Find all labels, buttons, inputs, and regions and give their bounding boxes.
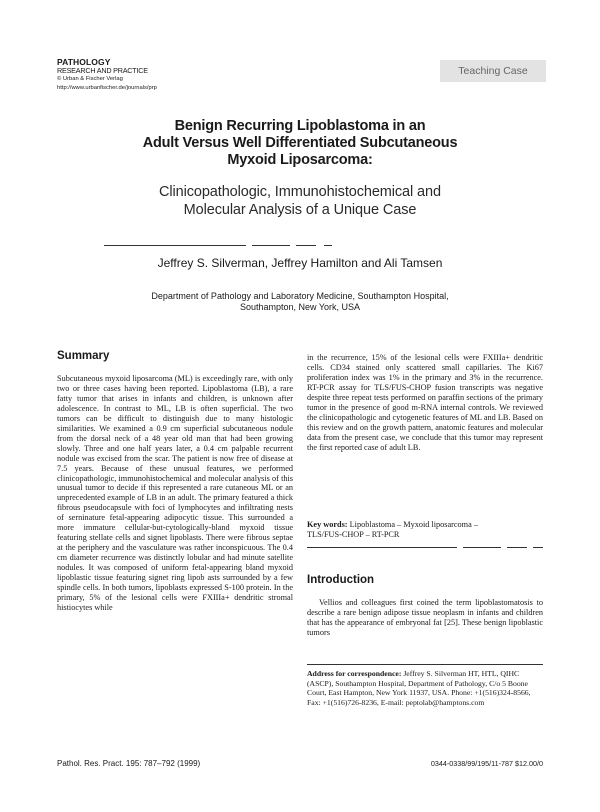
title-line-2: Adult Versus Well Differentiated Subcutaneous [142,135,458,151]
journal-subtitle: RESEARCH AND PRACTICE [57,65,148,75]
introduction-heading: Introduction [307,574,375,586]
introduction-text: Vellios and colleagues first coined the term lipoblastomatosis to describe a rare benign adipose tissue neoplasm in infants and children that has the appearance of embryonal fat [25]. These benign lipoblastic tumors [307,598,543,637]
keywords-line-2: TLS/FUS-CHOP – RT-PCR [307,530,400,539]
title-line-3: Myxoid Liposarcoma: [227,152,373,168]
publisher: © Urban & Fischer Verlag [57,76,123,82]
journal-name: PATHOLOGY [57,57,111,67]
keywords [307,520,543,540]
subtitle-line-1: Clinicopathologic, Immunohistochemical and [159,184,441,200]
article-subtitle [60,183,540,219]
summary-text-left: Subcutaneous myxoid liposarcoma (ML) is exceedingly rare, with only two or three cases having been reported. Lipoblastoma (LB), a rare fatty tumor that arises in infants and children, is unknown after adolescence. In contrast to ML, LB is often superficial. The two tumors can be difficult to distinguish due to many histologic similarities. We examined a 0.9 cm superficial subcutaneous nodule from the dorsal neck of a 48 year old man that had been growing slowly. Three and one half years later, a 0.4 cm palpable recurrent nodule was excised from the scar. The patient is now free of disease at 7.5 years. Because of these unusual features, we performed clinicopathologic, immunohistochemical and molecular analysis of this unusual tumor to decide if this represented a rare cutaneous ML or an unprecedented example of LB in an adult. The primary featured a thick fibrous pseudocapsule with foci of lymphocytes and infiltrating nests of serninature fetal-appearing adipocytic tissue. This surrounded a more immature cellular-but-cytologically-bland myxoid tissue featuring stellate cells and signet lipoblasts. There were fibrous septae at the periphery and the vasculature was rather inconspicuous. The 0.4 cm diameter recurrence was distinctly lobular and had minute satellite nodules. It was composed of uniform fetal-appearing bland myxoid lipoblastic tissue featuring signet ring lipob asts surrounded by a few spindle cells. In both tumors, lipoblasts expressed S-100 protein. In the primary, 5% of the lesional cells were FXIIIa+ dendritic stromal histiocytes while [57,374,293,612]
subtitle-line-2: Molecular Analysis of a Unique Case [183,202,417,218]
keywords-line-1: Lipoblastoma – Myxoid liposarcoma – [349,520,478,529]
affiliation-line-2: Southampton, New York, USA [239,302,361,312]
keywords-label: Key words: [307,520,348,529]
correspondence [307,669,543,707]
summary-heading: Summary [57,350,110,362]
affiliation [60,291,540,313]
keywords-divider [307,547,543,548]
journal-masthead [57,58,257,92]
affiliation-line-1: Department of Pathology and Laboratory Medicine, Southampton Hospital, [151,291,449,301]
correspondence-label: Address for correspondence: [307,669,402,678]
article-type-badge: Teaching Case [440,60,546,82]
title-line-1: Benign Recurring Lipoblastoma in an [174,118,426,134]
article-title [60,118,540,169]
correspondence-text: Jeffrey S. Silverman HT, HTL, QIHC (ASCP), Southampton Hospital, Department of Pathology, C/o 5 Boone Court, East Hampton, New York 11937, USA. Phone: +1(516)324-8566, Fax: +1(516)726-8236, E-mail: peptolab@hamptons.com [307,669,531,707]
summary-text-right: in the recurrence, 15% of the lesional cells were FXIIIa+ dendritic cells. CD34 stained only scattered small capillaries. The Ki67 proliferation index was 1% in the primary and 3% in the recurrence. RT-PCR assay for TLS/FUS-CHOP fusion transcripts was negative despite three repeat tests performed on paraffin sections of the primary tumor in the presence of good m-RNA internal controls. We reviewed the clinicopathologic and cytogenetic features of ML and LB. Based on this review and on the growth pattern, anatomic features and molecular data from the present case, we conclude that this tumor may represent the first reported case of adult LB. [307,353,543,452]
title-block [60,118,540,219]
correspondence-divider [307,664,543,665]
article-code: 0344-0338/99/195/11-787 $12.00/0 [430,759,543,768]
citation: Pathol. Res. Pract. 195: 787–792 (1999) [57,759,201,768]
author-list: Jeffrey S. Silverman, Jeffrey Hamilton and Ali Tamsen [157,256,443,270]
journal-url: http://www.urbanfischer.de/journals/prp [57,84,157,91]
